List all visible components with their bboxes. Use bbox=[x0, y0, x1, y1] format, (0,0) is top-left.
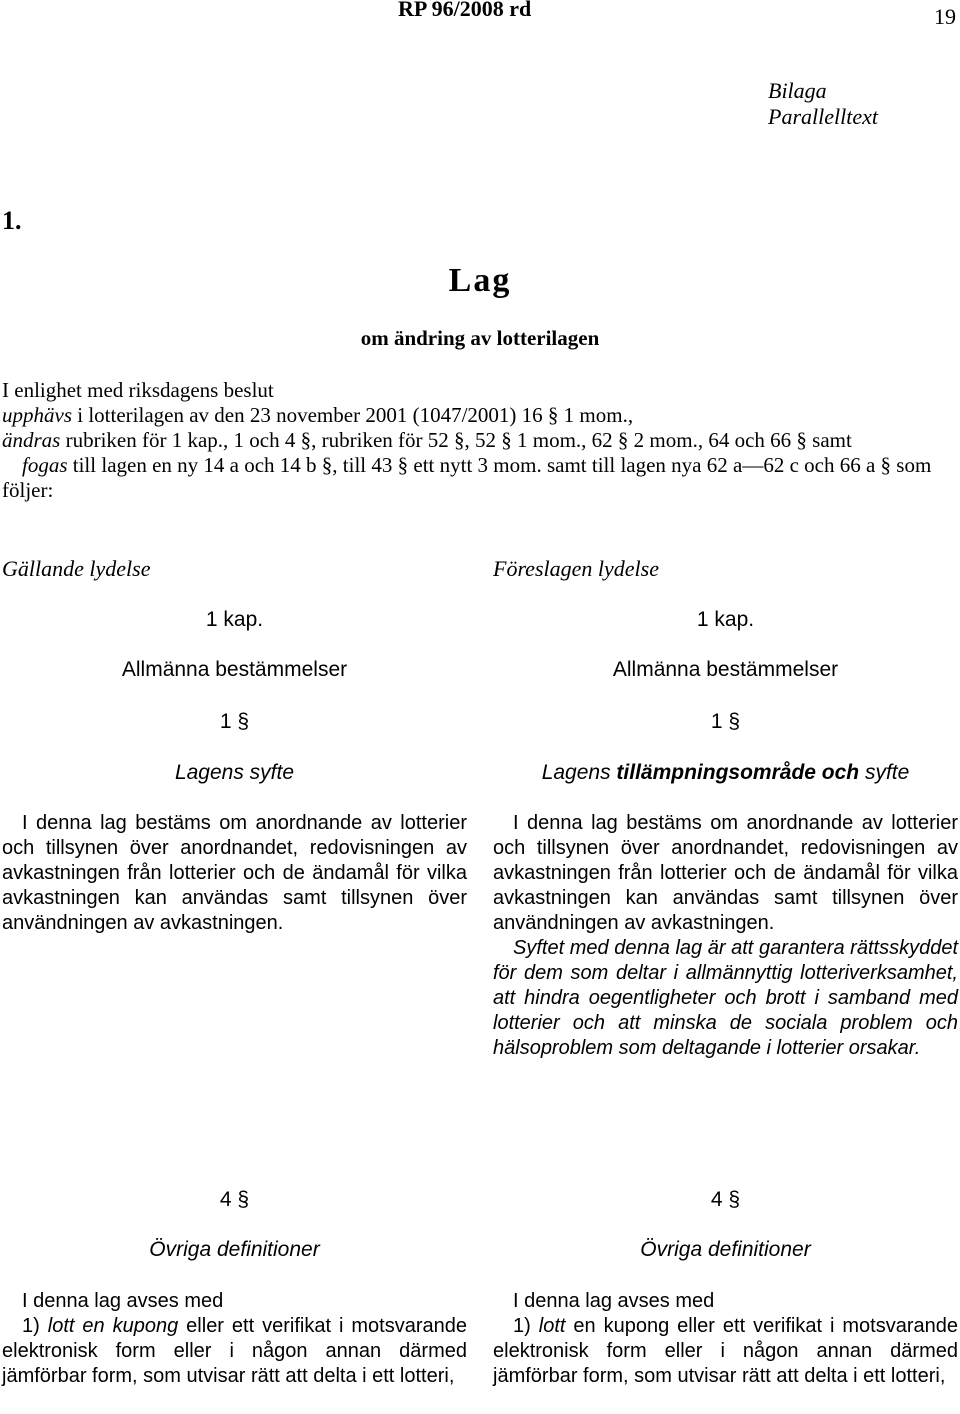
paragraph: I denna lag avses med bbox=[513, 1290, 715, 1312]
paragraph: I denna lag bestäms om anordnande av lotterier och tillsynen över anordnandet, redovisningen av avkastningen från lotterier och de ändamål för vilka avkastningen kan användas samt tillsynen över användningen av avkastningen. bbox=[493, 812, 958, 934]
paragraph bbox=[493, 1314, 958, 1389]
preamble-line bbox=[2, 403, 957, 428]
left-section-1-title: Lagens syfte bbox=[174, 761, 295, 784]
added-paragraph: Syftet med denna lag är att garantera rättsskyddet för dem som deltar i allmännyttig lotteriverksamhet, att hindra oegentligheter och brott i samband med lotterier och att minska de sociala problem och hälsoproblem som deltagande i lotterier orsakar. bbox=[493, 937, 958, 1059]
current-wording-heading: Gällande lydelse bbox=[2, 556, 151, 581]
right-section-1-text bbox=[493, 811, 958, 1061]
law-title: Lag bbox=[448, 262, 512, 299]
paragraph: I denna lag avses med bbox=[22, 1290, 224, 1312]
paragraph bbox=[2, 1314, 467, 1389]
right-chapter: 1 kap. bbox=[696, 608, 755, 631]
preamble-text: i lotterilagen av den 23 november 2001 (1047/2001) 16 § 1 mom., bbox=[72, 403, 634, 427]
preamble-line bbox=[2, 453, 957, 503]
law-subtitle: om ändring av lotterilagen bbox=[360, 326, 600, 350]
item-text: en kupong eller ett verifikat i motsvarande elektronisk form eller i någon annan därmed jämförbar form, som utvisar rätt att delta i ett lotteri, bbox=[493, 1315, 958, 1387]
item-number: 1) bbox=[513, 1315, 539, 1337]
title-part: syfte bbox=[859, 761, 910, 784]
preamble bbox=[2, 378, 957, 503]
left-chapter-title: Allmänna bestämmelser bbox=[121, 658, 348, 681]
preamble-line: I enlighet med riksdagens beslut bbox=[2, 378, 274, 402]
left-section-1-text bbox=[2, 811, 467, 936]
right-section-4: 4 § bbox=[710, 1188, 741, 1211]
left-section-4-text bbox=[2, 1289, 467, 1389]
right-section-4-text bbox=[493, 1289, 958, 1389]
preamble-text: till lagen en ny 14 a och 14 b §, till 43 § ett nytt 3 mom. samt till lagen nya 62 a—62 c och 66 a § som följer: bbox=[2, 453, 932, 502]
appendix-line-2: Parallelltext bbox=[768, 104, 878, 129]
left-section-4-title: Övriga definitioner bbox=[149, 1238, 320, 1261]
item-text: eller ett verifikat i motsvarande elektronisk form eller i någon annan därmed jämförbar form, som utvisar rätt att delta i ett lotteri, bbox=[2, 1315, 468, 1387]
proposed-wording-heading: Föreslagen lydelse bbox=[493, 556, 659, 581]
paragraph: I denna lag bestäms om anordnande av lotterier och tillsynen över anordnandet, redovisningen av avkastningen från lotterier och de ändamål för vilka avkastningen kan användas samt tillsynen över användningen av avkastningen. bbox=[2, 812, 467, 934]
page-number: 19 bbox=[934, 4, 956, 29]
defined-term: lott en kupong bbox=[47, 1315, 179, 1337]
right-section-1-title bbox=[493, 760, 958, 785]
right-chapter-title: Allmänna bestämmelser bbox=[612, 658, 839, 681]
left-chapter: 1 kap. bbox=[205, 608, 264, 631]
appendix-line-1: Bilaga bbox=[768, 78, 827, 103]
preamble-verb: upphävs bbox=[2, 403, 72, 427]
preamble-line bbox=[2, 428, 957, 453]
right-section-4-title: Övriga definitioner bbox=[640, 1238, 811, 1261]
appendix-label bbox=[768, 78, 878, 130]
defined-term: lott bbox=[538, 1315, 566, 1337]
left-section-4: 4 § bbox=[219, 1188, 250, 1211]
preamble-text: rubriken för 1 kap., 1 och 4 §, rubriken för 52 §, 52 § 1 mom., 62 § 2 mom., 64 och 66 § samt bbox=[60, 428, 852, 452]
title-added-part: tillämpningsområde och bbox=[616, 761, 860, 784]
title-part: Lagens bbox=[541, 761, 617, 784]
preamble-verb: fogas bbox=[22, 453, 68, 477]
document-reference: RP 96/2008 rd bbox=[398, 0, 532, 21]
preamble-verb: ändras bbox=[2, 428, 61, 452]
section-number: 1. bbox=[2, 206, 22, 235]
left-section-1: 1 § bbox=[219, 710, 250, 733]
item-number: 1) bbox=[22, 1315, 48, 1337]
right-section-1: 1 § bbox=[710, 710, 741, 733]
